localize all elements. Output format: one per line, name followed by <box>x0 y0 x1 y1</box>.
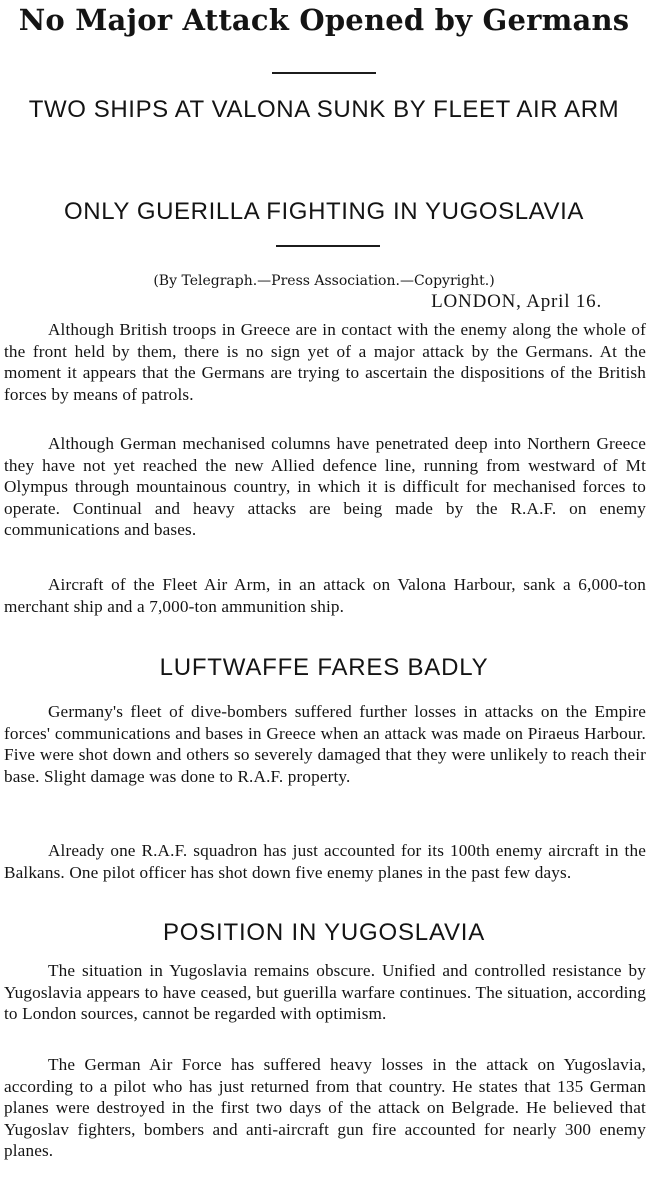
headline: No Major Attack Opened by Germans <box>18 3 630 37</box>
divider-rule <box>272 72 376 74</box>
section-heading-luftwaffe: LUFTWAFFE FARES BADLY <box>159 654 489 681</box>
body-paragraph: Aircraft of the Fleet Air Arm, in an attack on Valona Harbour, sank a 6,000-ton merchant ship and a 7,000-ton ammunition ship. <box>4 575 646 616</box>
body-paragraph: Although German mechanised columns have penetrated deep into Northern Greece they have not yet reached the new Allied defence line, running from westward of Mt Olympus through mountainous country, in which it is difficult for mechanised forces to operate. Continual and heavy attacks are being made by the R.A.F. on enemy communications and bases. <box>4 434 646 539</box>
subheadline-ships: TWO SHIPS AT VALONA SUNK BY FLEET AIR ARM <box>28 96 620 123</box>
body-paragraph: The German Air Force has suffered heavy losses in the attack on Yugoslavia, according to a pilot who has just returned from that country. He states that 135 German planes were destroyed in the first two days of the attack on Belgrade. He believed that Yugoslav fighters, bombers and anti-aircraft gun fire accounted for nearly 300 enemy planes. <box>4 1055 646 1160</box>
body-paragraph: Already one R.A.F. squadron has just accounted for its 100th enemy aircraft in the Balkans. One pilot officer has shot down five enemy planes in the past few days. <box>4 841 646 882</box>
body-paragraph: Germany's fleet of dive-bombers suffered further losses in attacks on the Empire forces' communications and bases in Greece when an attack was made on Piraeus Harbour. Five were shot down and others so severely damaged that they were unlikely to reach their base. Slight damage was done to R.A.F. property. <box>4 702 646 786</box>
body-paragraph: The situation in Yugoslavia remains obscure. Unified and controlled resistance by Yugoslavia appears to have ceased, but guerilla warfare continues. The situation, according to London sources, cannot be regarded with optimism. <box>4 961 646 1023</box>
byline: (By Telegraph.—Press Association.—Copyright.) <box>153 273 495 289</box>
section-heading-yugoslavia: POSITION IN YUGOSLAVIA <box>162 919 486 946</box>
dateline: LONDON, April 16. <box>431 291 602 312</box>
body-paragraph: Although British troops in Greece are in contact with the enemy along the whole of the front held by them, there is no sign yet of a major attack by the Germans. At the moment it appears that the Germans are trying to ascertain the dispositions of the British forces by means of patrols. <box>4 320 646 404</box>
divider-rule <box>276 245 380 247</box>
subheadline-yugoslavia: ONLY GUERILLA FIGHTING IN YUGOSLAVIA <box>64 198 584 225</box>
